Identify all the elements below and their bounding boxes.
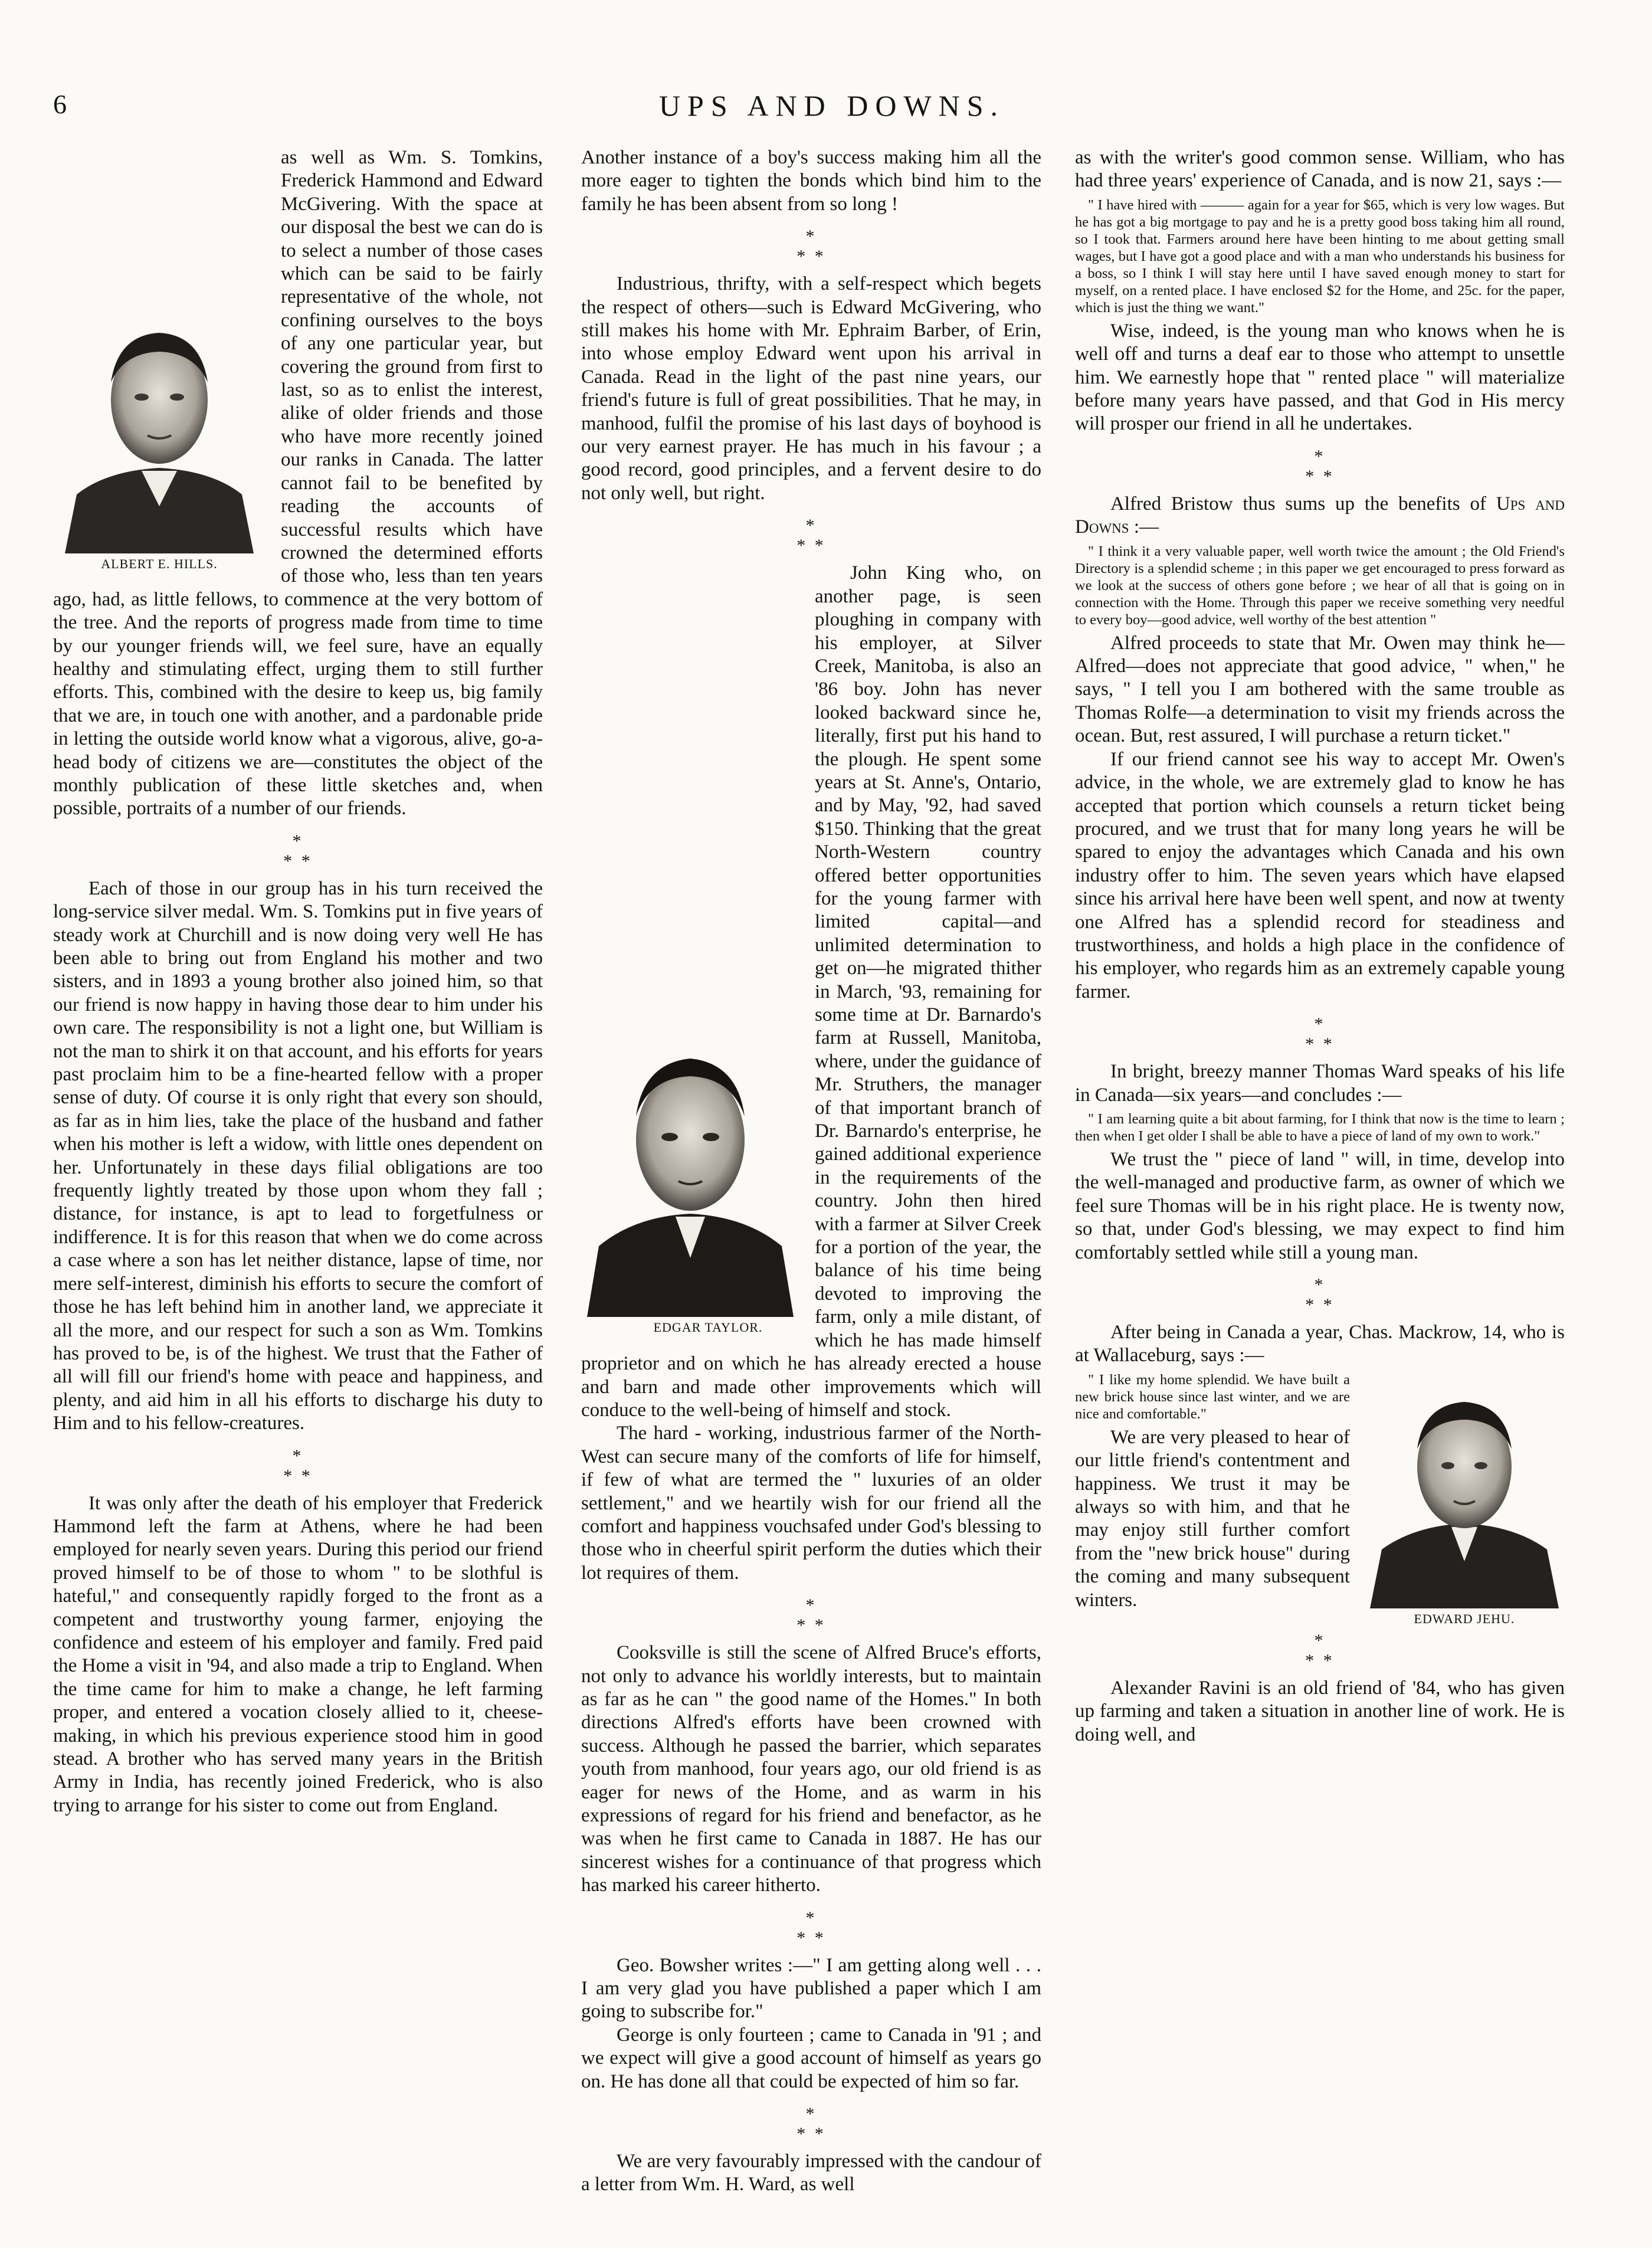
- section-separator: * * *: [796, 2104, 826, 2144]
- column-1: [53, 146, 543, 2200]
- c2-mcgivering: Industrious, thrifty, with a self-respect which begets the respect of others—such is Edward McGivering, who still makes his home with Mr. Ephraim Barber, of Erin, into whose employ Edward went upon his arrival in Canada. Read in the light of the past nine years, our friend's future is full of great possibilities. That he may, in manhood, fulfil the promise of his last days of boyhood is our very earnest prayer. He has much in his favour ; a good record, good principles, and a fervent desire to do not only well, but right.: [581, 273, 1041, 504]
- running-header: [53, 89, 1611, 136]
- c2-bowsher: George is only fourteen ; came to Canada in '91 ; and we expect will give a good account of himself as years go on. He has done all that could be expected of him so far.: [581, 2024, 1041, 2092]
- section-separator: * * *: [1305, 446, 1335, 486]
- portrait-edgar-taylor-image: [581, 1022, 799, 1317]
- caption-edgar-taylor: EDGAR TAYLOR.: [653, 1320, 763, 1335]
- portrait-edgar-taylor: [581, 1022, 799, 1336]
- page-number: 6: [53, 89, 67, 119]
- c3-owen: Alfred proceeds to state that Mr. Owen may think he—Alfred—does not appreciate that good advice, " when," he says, " I tell you I am bothered with the same trouble as Thomas Rolfe—a determination to visit my friends across the ocean. But, rest assured, I will purchase a return ticket.": [1075, 632, 1565, 747]
- c2-king: EDGAR TAYLOR. John King who, on another page, is seen ploughing in company with his employer, at Silver Creek, Manitoba, is also an '86 boy. John has never looked backward since he, literally, first put his hand to the plough. He spent some years at St. Anne's, Ontario, and by May, '92, had saved $150. Thinking that the great North-Western country offered better opportunities for the young farmer with limited capital—and unlimited determination to get on—he migrated thither in March, '93, remaining for some time at Dr. Barnardo's farm at Russell, Manitoba, where, under the guidance of Mr. Struthers, the manager of that important branch of Dr. Barnardo's enterprise, he gained additional experience in the requirements of the country. John then hired with a farmer at Silver Creek for a portion of the year, the balance of his time being devoted to improving the farm, only a mile distant, of which he has made himself proprietor and on which he has already erected a house and barn and made other improvements which will conduce to the well-being of himself and stock.: [581, 562, 1041, 1421]
- portrait-albert-hills: [53, 294, 266, 572]
- quote-ward: " I have hired with ——— again for a year for $65, which is very low wages. But he has got a big mortgage to pay and he is a pretty good boss taking him all round, so I took that. Farmers around here have been hinting to me about getting small wages, but I have got a good place and with a man who understands his business for a boss, so I think I will stay here until I have saved enough money to start for myself, on a rented place. I have enclosed $2 for the Home, and 25c. for the paper, which is just the thing we want.": [1075, 196, 1565, 316]
- publication-title: UPS AND DOWNS.: [658, 89, 1005, 122]
- caption-albert-hills: ALBERT E. HILLS.: [101, 556, 218, 571]
- publication-name: Ups and Downs: [1075, 493, 1565, 538]
- c2-ward: We are very favourably impressed with the candour of a letter from Wm. H. Ward, as well: [581, 2151, 1041, 2195]
- c3-land: We trust the " piece of land " will, in time, develop into the well-managed and productive farm, as owner of which we feel sure Thomas will be in his right place. He is twenty now, so that, under God's blessing, we may expect to find him comfortably settled while still a young man.: [1075, 1148, 1565, 1263]
- c3-advice: If our friend cannot see his way to accept Mr. Owen's advice, in the whole, we are extremely glad to know he has accepted that portion which counsels a return ticket being procured, and we trust that for many long years he will be spared to enjoy the advantages which Canada and his own industry offer to him. The seven years which have elapsed since his arrival here have been well spent, and now at twenty one Alfred has a splendid record for steadiness and trustworthiness, and holds a high place in the confidence of his employer, who regards him as an extremely capable young farmer.: [1075, 748, 1565, 1002]
- c3-wise: Wise, indeed, is the young man who knows when he is well off and turns a deaf ear to those who attempt to unsettle him. We earnestly hope that " rented place " will materialize before many years have passed, and that God in His mercy will prosper our friend in all he undertakes.: [1075, 320, 1565, 435]
- section-separator: * * *: [796, 1908, 826, 1948]
- section-separator: * * *: [1305, 1630, 1335, 1670]
- c3-mackrow: After being in Canada a year, Chas. Mackrow, 14, who is at Wallaceburg, says :—: [1075, 1322, 1565, 1367]
- c3-bristow: Alfred Bristow thus sums up the benefits of Ups and Downs :—: [1075, 493, 1565, 538]
- quote-thomas-ward: " I am learning quite a bit about farming, for I think that now is the time to learn ; then when I get older I shall be able to have a piece of land of my own to work.": [1075, 1110, 1565, 1144]
- c3-contentment: We are very pleased to hear of our little friend's contentment and happiness. We trust it may be always so with him, and that he may enjoy still further comfort from the "new brick house" during the coming and many subsequent winters.: [1075, 1426, 1350, 1611]
- section-separator: * * *: [283, 1446, 313, 1486]
- c3-ward-cont: as with the writer's good common sense. William, who has had three years' experience of Canada, and is now 21, says :—: [1075, 147, 1565, 192]
- portrait-albert-hills-image: [53, 294, 266, 553]
- column-2: [581, 146, 1041, 2200]
- section-separator: * * *: [796, 516, 826, 556]
- quote-bristow: " I think it a very valuable paper, well worth twice the amount ; the Old Friend's Directory is a splendid scheme ; in this paper we get encouraged to press forward as we look at the success of others gone before ; we hear of all that is going on in connection with the Home. Through this paper we receive something very needful to every boy—good advice, well worthy of the best attention ": [1075, 543, 1565, 628]
- quote-mackrow: " I like my home splendid. We have built a new brick house since last winter, and we are nice and comfortable.": [1075, 1371, 1350, 1422]
- portrait-edward-jehu: [1364, 1372, 1565, 1627]
- section-separator: * * *: [796, 1595, 826, 1636]
- section-separator: * * *: [796, 227, 826, 267]
- c2-northwest: The hard - working, industrious farmer of the North-West can secure many of the comforts of life for himself, if few of what are termed the " luxuries of an older settlement," and we heartily wish for our friend all the comfort and happiness vouchsafed under God's blessing to those who in cheerful spirit perform the duties which their lot requires of them.: [581, 1423, 1041, 1584]
- c2-intro: Another instance of a boy's success making him all the more eager to tighten the bonds which bind him to the family he has been absent from so long !: [581, 147, 1041, 215]
- c1-intro: ALBERT E. HILLS. as well as Wm. S. Tomkins, Frederick Hammond and Edward McGivering. With the space at our disposal the best we can do is to select a number of those cases which can be said to be fairly representative of the whole, not confining ourselves to the boys of any one particular year, but covering the ground from first to last, so as to enlist the interest, alike of older friends and those who have more recently joined our ranks in Canada. The latter cannot fail to be benefited by reading the accounts of successful results which have crowned the determined efforts of those who, less than ten years ago, had, as little fellows, to commence at the very bottom of the tree. And the reports of progress made from time to time by our younger friends will, we feel sure, have an equally healthy and stimulating effect, urging them to still further efforts. This, combined with the desire to keep us, big family that we are, in touch one with another, and a pardonable pride in letting the outside world know what a vigorous, alive, go-a-head body of citizens we are—constitutes the object of the monthly publication of these little sketches and, when possible, portraits of a number of our friends.: [53, 147, 543, 820]
- c2-bowsher-letter: Geo. Bowsher writes :—" I am getting along well . . . I am very glad you have published a paper which I am going to subscribe for.": [581, 1954, 1041, 2023]
- c3-ravini: Alexander Ravini is an old friend of '84, who has given up farming and taken a situation in another line of work. He is doing well, and: [1075, 1677, 1565, 1745]
- c2-bruce: Cooksville is still the scene of Alfred Bruce's efforts, not only to advance his worldly interests, but to maintain as far as he can " the good name of the Homes." In both directions Alfred's efforts have been crowned with success. Although he passed the barrier, which separates youth from manhood, four years ago, our old friend is as eager for news of the Home, and as warm in his expressions of regard for his friend and benefactor, as he was when he first came to Canada in 1887. He has our sincerest wishes for a continuance of that progress which has marked his career hitherto.: [581, 1642, 1041, 1896]
- c3-thomas-ward: In bright, breezy manner Thomas Ward speaks of his life in Canada—six years—and concludes :—: [1075, 1061, 1565, 1106]
- section-separator: * * *: [283, 831, 313, 871]
- section-separator: * * *: [1305, 1275, 1335, 1315]
- caption-edward-jehu: EDWARD JEHU.: [1414, 1611, 1515, 1626]
- c1-hammond: It was only after the death of his employer that Frederick Hammond left the farm at Athens, where he had been employed for nearly seven years. During this period our friend proved himself to be of those to whom " to be slothful is hateful," and consequently rapidly forged to the front as a competent and trustworthy young farmer, enjoying the confidence and esteem of his employer and family. Fred paid the Home a visit in '94, and also made a trip to England. When the time came for him to make a change, he left farming proper, and entered a vocation closely allied to it, cheese-making, in which his previous experience stood him in good stead. A brother who has served many years in the British Army in India, has recently joined Frederick, who is also trying to arrange for his sister to come out from England.: [53, 1492, 543, 1816]
- column-3: [1075, 146, 1565, 2200]
- portrait-edward-jehu-image: [1364, 1372, 1565, 1608]
- section-separator: * * *: [1305, 1014, 1335, 1054]
- c1-tomkins: Each of those in our group has in his turn received the long-service silver medal. Wm. S. Tomkins put in five years of steady work at Churchill and is now doing very well He has been able to bring out from England his mother and two sisters, and in 1893 a young brother also joined him, so that our friend is now happy in having those dear to him under his own care. The responsibility is not a light one, but William is not the man to shirk it on that account, and his efforts for years past proclaim him to be a fine-hearted fellow with a proper sense of duty. Of course it is only right that every son should, as far as in him lies, take the place of the husband and father when his mother is left a widow, with little ones dependent on her. Unfortunately in these days filial obligations are too frequently lightly treated by those upon whom they fall ; distance, for instance, is apt to lead to forgetfulness or indifference. It is for this reason that when we do come across a case where a son has let neither distance, lapse of time, nor mere self-interest, diminish his efforts to secure the comfort of those he has left behind him in another land, we appreciate it all the more, and our respect for such a son as Wm. Tomkins has proved to be, is of the highest. We trust that the Father of all will fill our friend's home with peace and happiness, and plenty, and aid him in all his efforts to discharge his duty to Him and to his fellow-creatures.: [53, 877, 543, 1434]
